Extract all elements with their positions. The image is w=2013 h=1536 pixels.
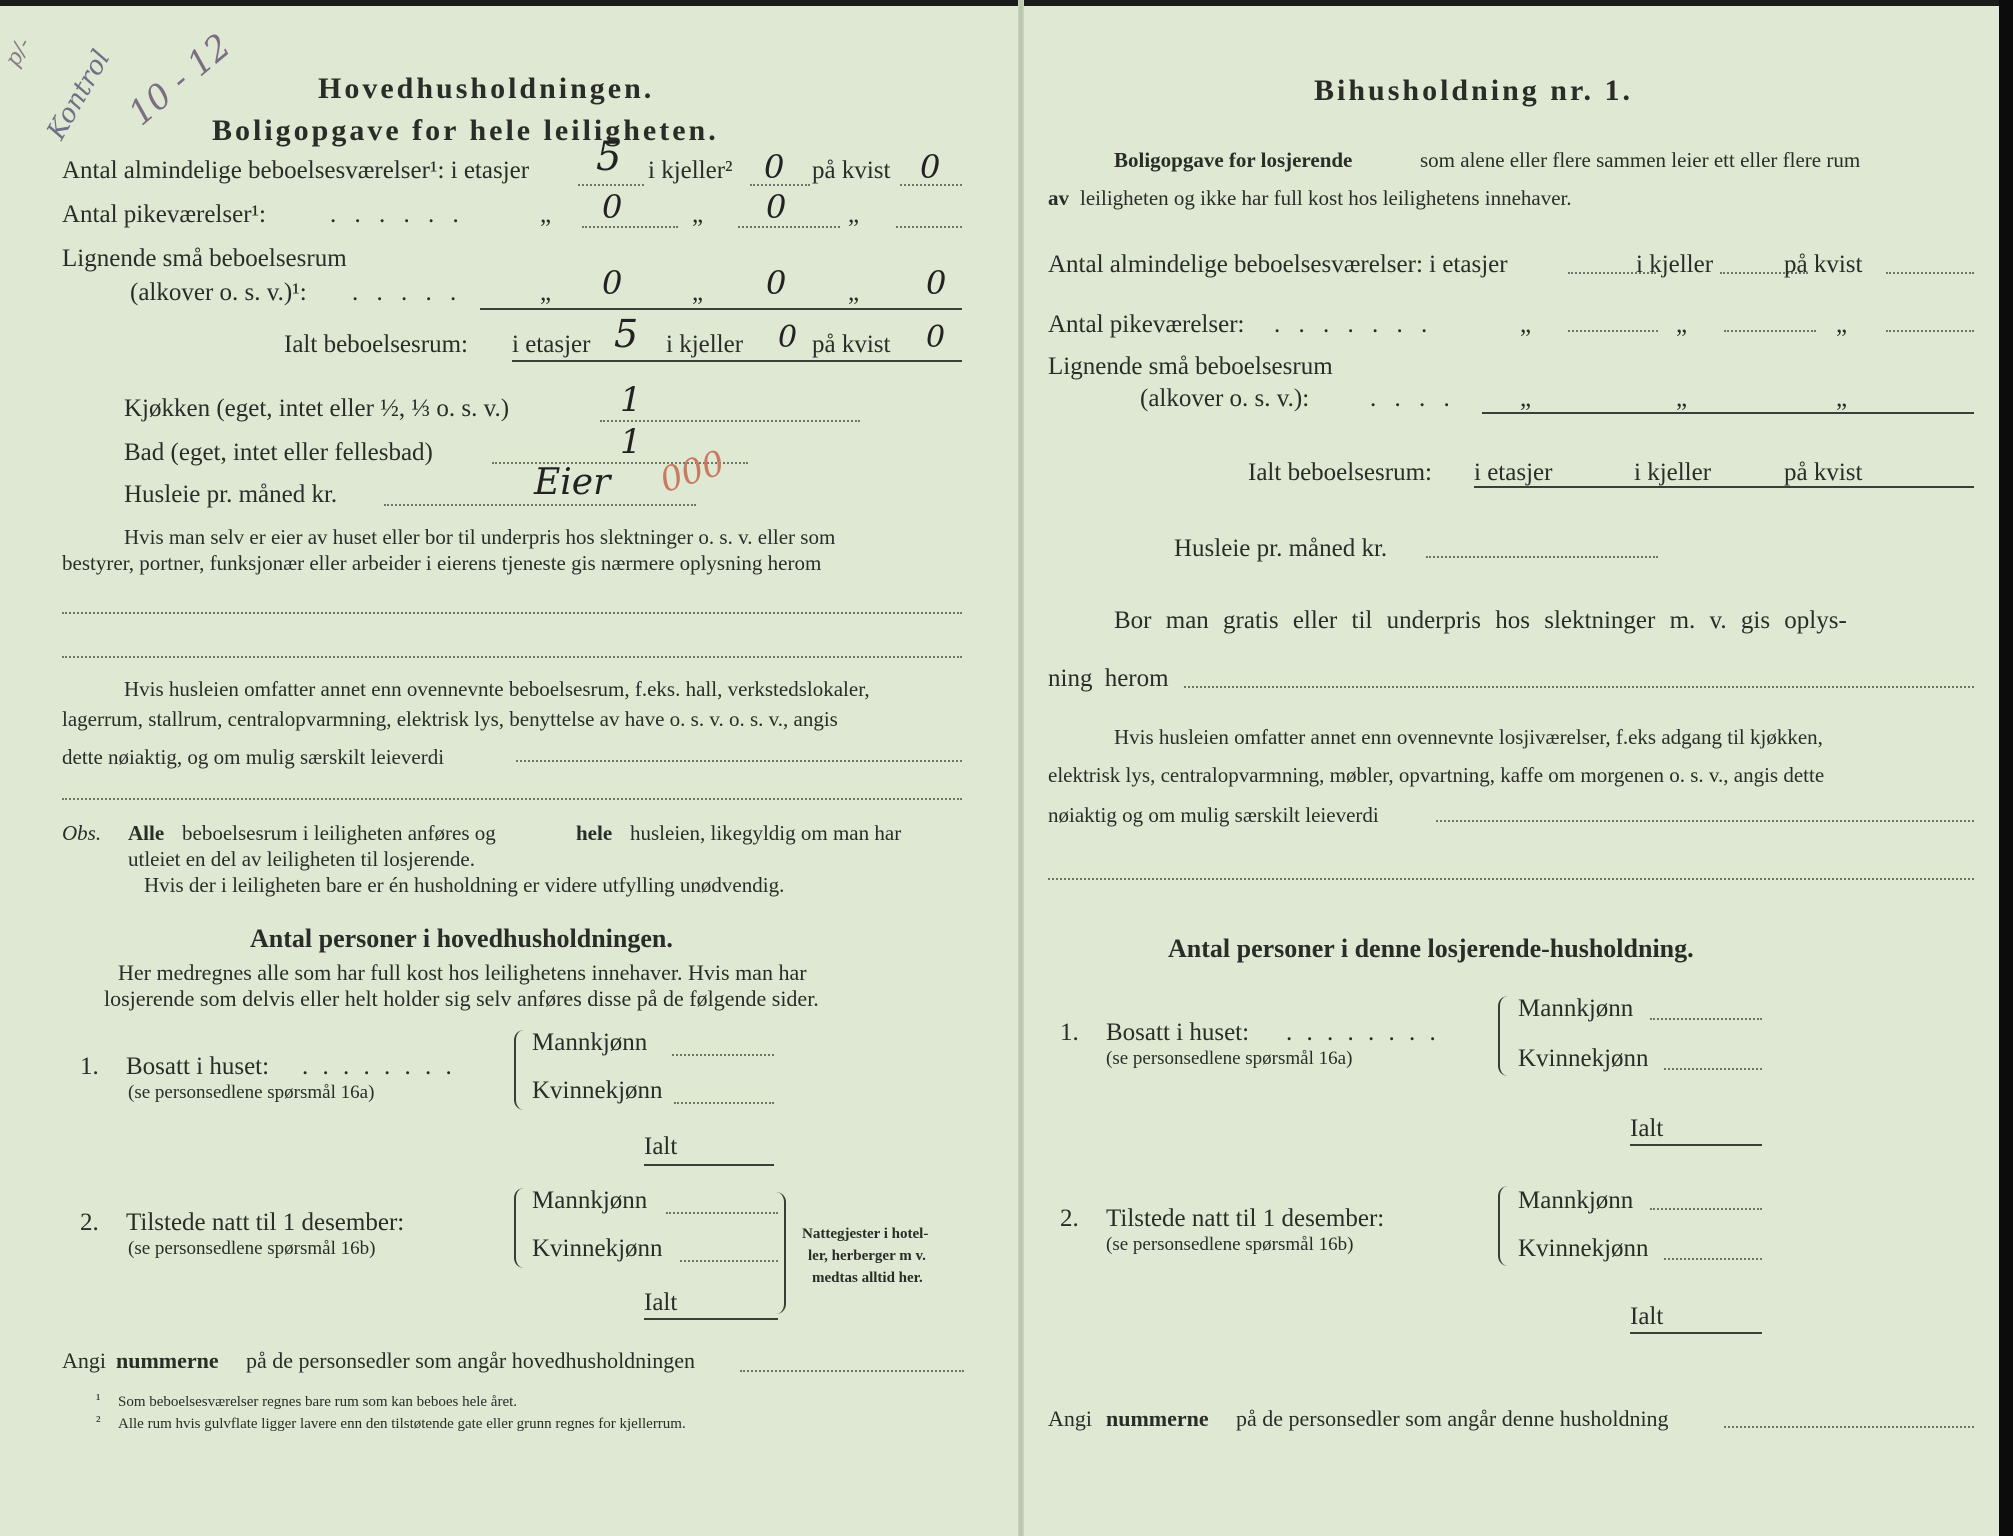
kjokken-label: Kjøkken (eget, intet eller ½, ⅓ o. s. v.) [124,395,510,422]
angi-b: nummerne [116,1348,219,1373]
r-q1-dots: . . . . . . . . [1286,1019,1440,1046]
r-row2-dots: . . . . . . . [1274,311,1434,338]
q2-mann-line [666,1212,778,1214]
row3-dots: . . . . . [352,279,463,306]
r-row2-kjeller-line [1724,330,1816,332]
angi-c: på de personsedler som angår hovedhusholdningen [246,1348,696,1373]
q2-ialt-line [644,1318,778,1320]
row3-kvist-value[interactable]: 0 [926,264,947,302]
r-para-line1: Hvis husleien omfatter annet enn ovennevnte losjiværelser, f.eks adgang til kjøkken, [1114,725,1823,749]
husleie-label: Husleie pr. måned kr. [124,481,338,508]
kjokken-value[interactable]: 1 [620,380,642,420]
page-subtitle: Boligopgave for hele leiligheten. [212,114,719,147]
persons-line1: Her medregnes alle som har full kost hos leilighetens innehaver. Hvis man har [118,960,807,985]
r-q2-label: Tilstede natt til 1 desember: [1106,1205,1385,1232]
angi-line [740,1370,964,1372]
r-q2-note: (se personsedlene spørsmål 16b) [1106,1234,1354,1255]
q2-kvinne-line [680,1260,778,1262]
obs-line2: utleiet en del av leiligheten til losjerende. [128,847,475,871]
r-row3-q3: „ [1836,385,1848,412]
row2-etasjer-value[interactable]: 0 [602,188,623,226]
row3-etasjer-value[interactable]: 0 [602,264,623,302]
side-note-line2: ler, herberger m v. [808,1248,926,1264]
q1-ialt-label: Ialt [644,1133,678,1160]
r-q1-kvinne-label: Kvinnekjønn [1518,1045,1649,1072]
r-q2-ialt-line [1630,1332,1762,1334]
ialt-kjeller-label: i kjeller [666,331,744,358]
q2-number: 2. [80,1209,99,1236]
row2-etasjer-line [582,226,678,228]
r-angi-b: nummerne [1106,1406,1209,1431]
row2-dots: . . . . . . [330,201,465,228]
para1-line2: bestyrer, portner, funksjonær eller arbeider i eierens tjeneste gis nærmere oplysning herom [62,551,822,575]
para2-line2: lagerrum, stallrum, centralopvarmning, elektrisk lys, benyttelse av have o. s. v. o. s. v., angis [62,707,838,731]
husleie-line [384,504,696,506]
row2-label: Antal pikeværelser¹: [62,201,266,228]
row1-kjeller-value[interactable]: 0 [764,148,785,186]
q2-brace-left [514,1188,530,1268]
r-row2-q3: „ [1836,311,1848,338]
obs-label: Obs. [62,821,102,845]
row1-label: Antal almindelige beboelsesværelser¹: i etasjer [62,157,530,184]
row1-etasjer-value[interactable]: 5 [596,134,622,180]
q1-ialt-line [644,1164,774,1166]
row3-label-a: Lignende små beboelsesrum [62,245,347,272]
r-row3-label-a: Lignende små beboelsesrum [1048,353,1333,380]
r-row2-q1: „ [1520,311,1532,338]
row2-q2: „ [692,201,704,228]
intro-line2: leiligheten og ikke har full kost hos leilighetens innehaver. [1080,186,1572,210]
r-para-line3: nøiaktig og om mulig særskilt leieverdi [1048,803,1379,827]
r-row1-kjeller-label: i kjeller [1636,251,1714,278]
q1-note: (se personsedlene spørsmål 16a) [128,1082,375,1103]
row2-kvist-line [896,226,962,228]
row1-kvist-label: på kvist [812,157,891,184]
r-q1-number: 1. [1060,1019,1079,1046]
r-ialt-kvist-label: på kvist [1784,459,1863,486]
r-ialt-kjeller-label: i kjeller [1634,459,1712,486]
row3-q1: „ [540,279,552,306]
r-husleie-line [1426,556,1658,558]
obs-line1: beboelsesrum i leiligheten anføres og [182,821,496,845]
ialt-etasjer-value[interactable]: 5 [614,312,639,356]
obs-bold-2: hele [576,821,613,845]
r-q2-kvinne-line [1664,1258,1762,1260]
q1-brace [514,1030,530,1110]
r-row2-kvist-line [1886,330,1974,332]
row3-underline [480,308,962,310]
bad-value[interactable]: 1 [620,422,642,462]
row3-kjeller-value[interactable]: 0 [766,264,787,302]
row2-kjeller-value[interactable]: 0 [766,188,787,226]
r-ialt-underline [1474,486,1974,488]
r-q1-ialt-line [1630,1144,1762,1146]
r-row3-dots: . . . . [1370,385,1456,412]
angi-a: Angi [62,1348,106,1373]
scan-right-edge [1999,0,2013,1536]
r-husleie-label: Husleie pr. måned kr. [1174,535,1388,562]
ialt-etasjer-label: i etasjer [512,331,591,358]
q1-mann-label: Mannkjønn [532,1029,648,1056]
q2-brace-right [768,1192,786,1314]
page-title: Hovedhusholdningen. [318,72,655,105]
r-para-fill-line-2 [1048,878,1974,880]
row2-q3: „ [848,201,860,228]
ialt-kjeller-value[interactable]: 0 [778,320,798,355]
r-row1-kvist-label: på kvist [1784,251,1863,278]
footnote1-mark: ¹ [96,1392,101,1408]
r-row3-label-b: (alkover o. s. v.): [1140,385,1310,412]
r-ialt-etasjer-label: i etasjer [1474,459,1553,486]
r-q2-brace [1498,1186,1514,1266]
para2-fill-line-2 [62,798,962,800]
r-bor-line1: Bor man gratis eller til underpris hos slektninger m. v. gis oplys- [1114,607,1847,634]
para1-fill-line-2 [62,656,962,658]
intro-bold: Boligopgave for losjerende [1114,148,1353,172]
ialt-label: Ialt beboelsesrum: [284,331,468,358]
q2-ialt-label: Ialt [644,1289,678,1316]
right-title: Bihusholdning nr. 1. [1314,74,1634,107]
margin-note-3: 10 - 12 [121,26,239,134]
r-row2-q2: „ [1676,311,1688,338]
para1-line1: Hvis man selv er eier av huset eller bor til underpris hos slektninger o. s. v. eller som [124,525,836,549]
r-q1-mann-label: Mannkjønn [1518,995,1634,1022]
footnote1: Som beboelsesværelser regnes bare rum som kan beboes hele året. [118,1394,518,1410]
q2-kvinne-label: Kvinnekjønn [532,1235,663,1262]
r-row1-label: Antal almindelige beboelsesværelser: i etasjer [1048,251,1508,278]
q2-note: (se personsedlene spørsmål 16b) [128,1238,376,1259]
r-ialt-label: Ialt beboelsesrum: [1248,459,1432,486]
row2-kjeller-line [738,226,840,228]
r-angi-line [1724,1426,1974,1428]
ialt-kvist-value[interactable]: 0 [926,320,946,355]
side-note-line1: Nattegjester i hotel- [802,1226,929,1242]
side-note-line3: medtas alltid her. [812,1270,923,1286]
row3-q3: „ [848,279,860,306]
para2-line1: Hvis husleien omfatter annet enn ovennevnte beboelsesrum, f.eks. hall, verkstedslokaler, [124,677,870,701]
r-row3-q2: „ [1676,385,1688,412]
q1-kvinne-label: Kvinnekjønn [532,1077,663,1104]
r-q1-kvinne-line [1664,1068,1762,1070]
r-para-line2: elektrisk lys, centralopvarmning, møbler, opvartning, kaffe om morgenen o. s. v., angis dette [1048,763,1825,787]
r-persons-title: Antal personer i denne losjerende-husholdning. [1168,934,1694,963]
persons-line2: losjerende som delvis eller helt holder sig selv anføres disse på de følgende sider. [104,986,819,1011]
r-angi-c: på de personsedler som angår denne husholdning [1236,1406,1669,1431]
margin-note-1: p/- [0,33,37,72]
q1-label: Bosatt i huset: [126,1053,270,1080]
q1-kvinne-line [674,1102,774,1104]
q2-label: Tilstede natt til 1 desember: [126,1209,405,1236]
ialt-kvist-label: på kvist [812,331,891,358]
obs-line3: Hvis der i leiligheten bare er én husholdning er videre utfylling unødvendig. [144,873,785,897]
row1-kjeller-label: i kjeller² [648,157,733,184]
persons-title: Antal personer i hovedhusholdningen. [250,924,673,953]
r-row3-underline [1482,412,1974,414]
ialt-underline [512,360,962,362]
r-row3-q1: „ [1520,385,1532,412]
footnote2-mark: ² [96,1414,101,1430]
r-q2-ialt-label: Ialt [1630,1303,1664,1330]
r-q2-number: 2. [1060,1205,1079,1232]
margin-note-2: Kontrol [41,45,117,145]
para1-fill-line-1 [62,612,962,614]
r-q2-mann-line [1650,1208,1762,1210]
right-page [1024,0,1999,1536]
r-para-fill-line-1 [1436,820,1974,822]
husleie-value[interactable]: Eier [534,462,611,503]
q2-mann-label: Mannkjønn [532,1187,648,1214]
r-q1-mann-line [1650,1018,1762,1020]
row1-etasjer-line [578,184,644,186]
obs-bold-1: Alle [128,821,165,845]
row2-q1: „ [540,201,552,228]
r-q1-brace [1498,996,1514,1076]
bad-label: Bad (eget, intet eller fellesbad) [124,439,433,466]
r-row2-label: Antal pikeværelser: [1048,311,1245,338]
r-q2-mann-label: Mannkjønn [1518,1187,1634,1214]
r-q1-note: (se personsedlene spørsmål 16a) [1106,1048,1353,1069]
q1-number: 1. [80,1053,99,1080]
intro-line1: som alene eller flere sammen leier ett eller flere rum [1420,148,1861,172]
q1-dots: . . . . . . . . [302,1053,456,1080]
obs-line1b: husleien, likegyldig om man har [630,821,902,845]
q1-mann-line [672,1054,774,1056]
r-bor-line2: ning herom [1048,665,1169,692]
r-row1-kvist-line [1886,272,1974,274]
row3-q2: „ [692,279,704,306]
r-bor-line [1184,686,1974,688]
para2-line3: dette nøiaktig, og om mulig særskilt leieverdi [62,745,445,769]
intro-bold-2: av [1048,186,1069,210]
r-q1-ialt-label: Ialt [1630,1115,1664,1142]
r-row2-etasjer-line [1568,330,1658,332]
r-q1-label: Bosatt i huset: [1106,1019,1250,1046]
row3-label-b: (alkover o. s. v.)¹: [130,279,307,306]
para2-fill-line-1 [516,760,962,762]
r-q2-kvinne-label: Kvinnekjønn [1518,1235,1649,1262]
footnote2: Alle rum hvis gulvflate ligger lavere enn den tilstøtende gate eller grunn regnes for kjellerrum. [118,1416,686,1432]
r-angi-a: Angi [1048,1406,1092,1431]
row1-kvist-value[interactable]: 0 [920,148,941,186]
husleie-red-note: 000 [655,442,730,502]
